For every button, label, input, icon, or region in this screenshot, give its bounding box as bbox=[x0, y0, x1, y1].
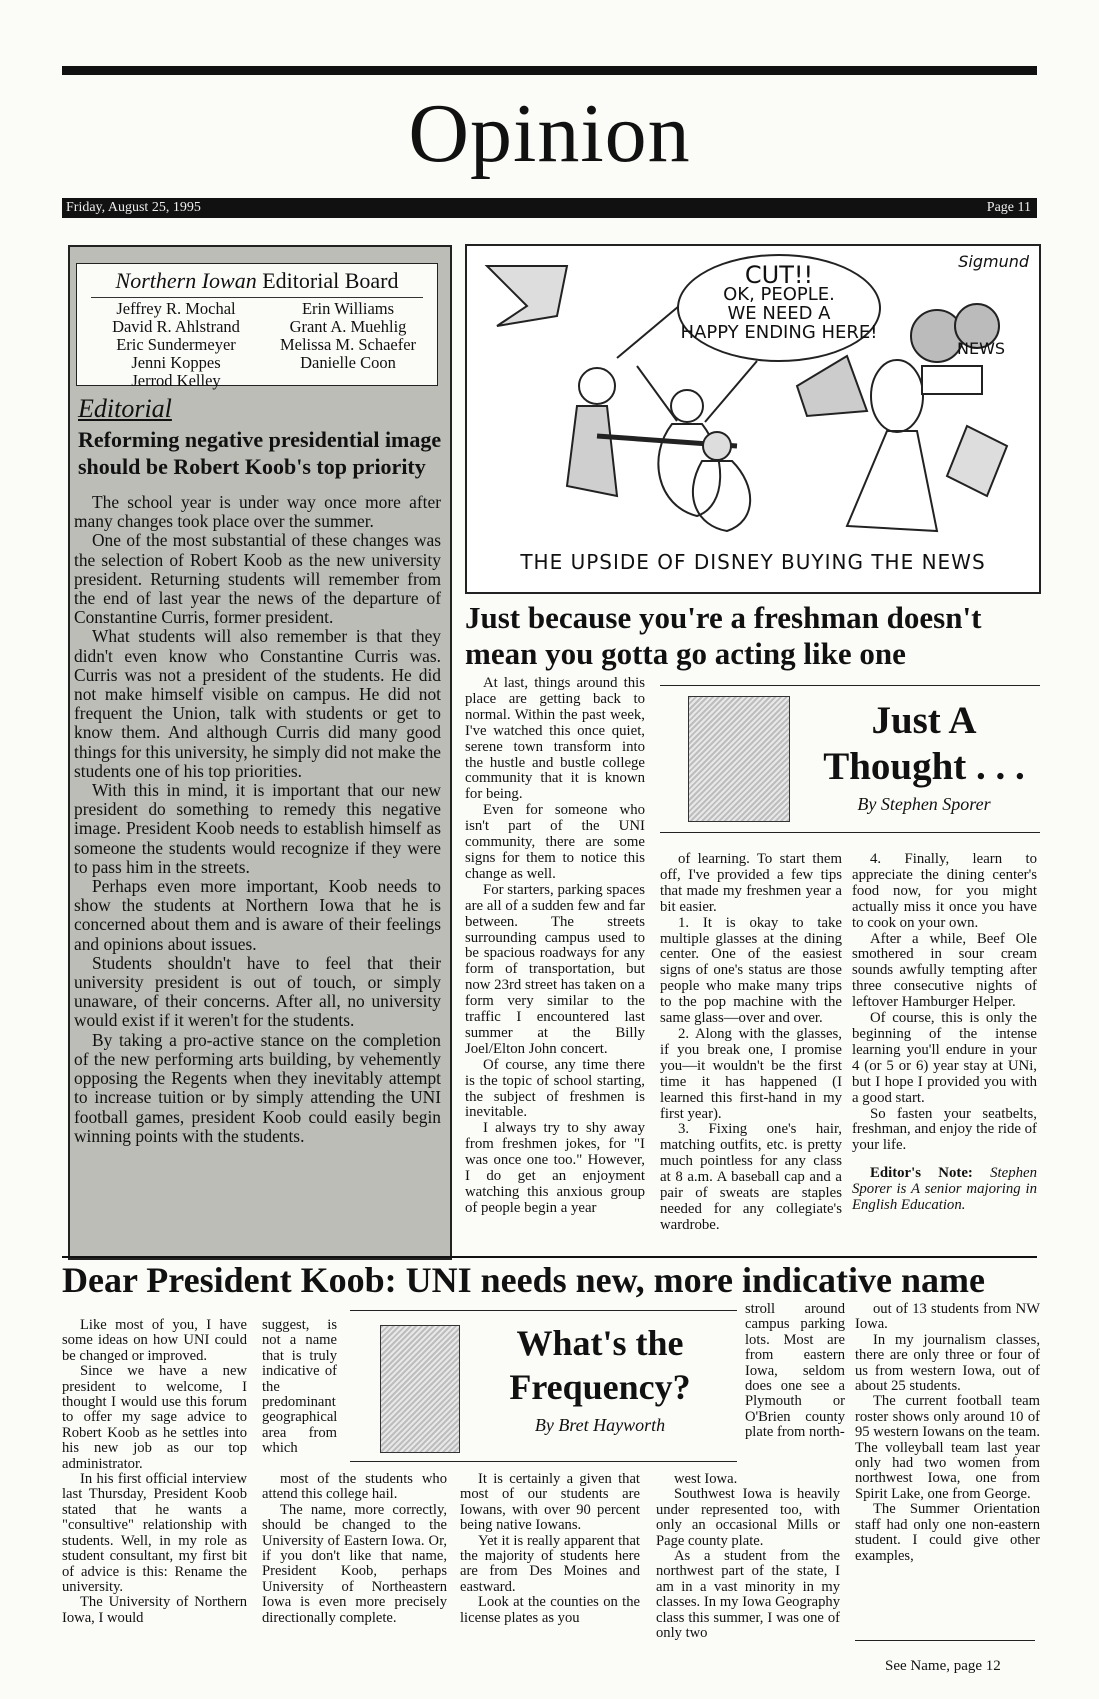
page-number: Page 11 bbox=[986, 200, 1031, 215]
paragraph: of learning. To start them off, I've provided a few tips that made my freshmen year a bit easier. bbox=[660, 851, 842, 915]
byline-hayworth: By Bret Hayworth bbox=[534, 1415, 666, 1435]
koob-column-4-bottom bbox=[656, 1472, 840, 1641]
column-title-just-a-thought: Just A Thought . . . bbox=[823, 699, 1025, 788]
news-sign-text: NEWS bbox=[957, 339, 1006, 358]
paragraph: In my journalism classes, there are only three or four of us from western Iowa, out of about 25 students. bbox=[855, 1331, 1040, 1395]
paragraph: Like most of you, I have some ideas on how UNI could be changed or improved. bbox=[62, 1317, 247, 1364]
koob-column-2-top: suggest, is not a name that is truly indicative of the predominant geographical area from which bbox=[262, 1317, 338, 1457]
board-member-name: Jenni Koppes bbox=[131, 353, 221, 372]
column-title-whats-the-frequency: What's the Frequency? bbox=[509, 1323, 691, 1407]
paragraph: The name, more correctly, should be changed to the University of Eastern Iowa. Or, if you don't like that name, President Koob, perhaps University of Northeastern Iowa is even more precisely directionally complete. bbox=[262, 1501, 447, 1626]
paragraph: Since we have a new president to welcome, I thought I would use this forum to offer my sage advice to Robert Koob as he settles into his new job as our top administrator. bbox=[62, 1363, 247, 1472]
editorial-board-title: Northern Iowan Editorial Board bbox=[91, 268, 423, 298]
paragraph: Southwest Iowa is heavily under represented too, with only an occasional Mills or Page county plate. bbox=[656, 1486, 840, 1549]
paragraph: It is certainly a given that most of our students are Iowans, with over 90 percent being native Iowans. bbox=[460, 1471, 640, 1534]
editorial-cartoon bbox=[465, 244, 1041, 594]
editorial-body bbox=[74, 493, 441, 1146]
jump-line: See Name, page 12 bbox=[885, 1658, 1001, 1674]
koob-headline: Dear President Koob: UNI needs new, more indicative name bbox=[62, 1260, 985, 1300]
paragraph: Perhaps even more important, Koob needs to show the students at Northern Iowa that he is concerned about them and is aware of their feelings and opinions about issues. bbox=[74, 876, 441, 954]
columnist-photo-hayworth bbox=[380, 1325, 460, 1453]
freshman-headline: Just because you're a freshman doesn't mean you gotta go acting like one bbox=[465, 600, 982, 671]
editorial-board-box bbox=[76, 263, 438, 390]
koob-column-3 bbox=[460, 1472, 640, 1626]
paragraph: most of the students who attend this college hail. bbox=[262, 1471, 447, 1503]
section-title: Opinion bbox=[408, 87, 691, 180]
paragraph: As a student from the northwest part of the state, I am in a vast minority in my classes. In my Iowa Geography class this summer, I was one of only two bbox=[656, 1548, 840, 1642]
paragraph: With this in mind, it is important that our new president do something to remedy this negative image. President Koob needs to establish himself as someone the students would recognize if they were to pass him in the streets. bbox=[74, 780, 441, 877]
paragraph: The school year is under way once more after many changes took place over the summer. bbox=[74, 492, 441, 532]
paragraph: Of course, this is only the beginning of the intense learning you'll endure in your 4 (or 5 or 6) year stay at UNi, but I hope I provided you with a good start. bbox=[852, 1010, 1037, 1106]
paragraph: The current football team roster shows only around 10 of 95 western Iowans on the team. The volleyball team last year only had two women from northwest Iowa, one from Spirit Lake, one from George. bbox=[855, 1393, 1040, 1502]
paragraph: Of course, any time there is the topic of school starting, the subject of freshmen is inevitable. bbox=[465, 1056, 645, 1121]
freshman-column-2 bbox=[660, 852, 842, 1234]
paragraph: What students will also remember is that they didn't even know who Constantine Curris was. Curris was not a president of the students. He did not make himself visible on campus. He did not frequent the Union, talk with students or get to know them. And although Curris did many good things for this university, he simply did not make the students one of his top priorities. bbox=[74, 626, 441, 781]
paragraph: 2. Along with the glasses, if you break one, I promise you—it wouldn't be the first time it has happened (I learned this first-hand in my first year). bbox=[660, 1025, 842, 1122]
paragraph: 3. Fixing one's hair, matching outfits, etc. is pretty much pointless for any class at 8 a.m. A baseball cap and a pair of sweats are staples needed for any collegiate's wardrobe. bbox=[660, 1121, 842, 1233]
paragraph: west Iowa. bbox=[674, 1471, 738, 1487]
paragraph: The Summer Orientation staff had only one non-eastern student. I could give other examples, bbox=[855, 1501, 1040, 1564]
board-names-right bbox=[263, 300, 433, 372]
masthead-top-rule bbox=[62, 66, 1037, 75]
paragraph: At last, things around this place are getting back to normal. Within the past week, I've watched this once quiet, serene town transform into the hustle and bustle college community that it is known for being. bbox=[465, 675, 645, 803]
freshman-column-1 bbox=[465, 676, 645, 1217]
koob-column-2-bottom bbox=[262, 1472, 447, 1626]
paragraph: 4. Finally, learn to appreciate the dining center's food now, for you might actually miss it once you have to cook on your own. bbox=[852, 851, 1037, 931]
paragraph: By taking a pro-active stance on the completion of the new performing arts building, by vehemently opposing the Regents when they inevitably attempt to increase tuition or by simply attending the UNI football games, president Koob could easily begin winning points with the students. bbox=[74, 1029, 441, 1146]
board-member-name: Jerrod Kelley bbox=[131, 371, 221, 390]
paragraph: Yet it is really apparent that the majority of students here are from Des Moines and eastward. bbox=[460, 1532, 640, 1595]
paragraph: In his first official interview last Thursday, President Koob stated that he wants a "consultive" relationship with students. Well, in my role as student consultant, my first bit of advice is this: Rename the university. bbox=[62, 1471, 247, 1595]
columnist-photo-sporer bbox=[688, 696, 790, 822]
issue-date: Friday, August 25, 1995 bbox=[66, 200, 201, 215]
dateline-bar bbox=[62, 198, 1037, 218]
koob-column-4-top: stroll around campus parking lots. Most are from eastern Iowa, seldom does one see a Plymouth or O'Brien county plate from north- bbox=[745, 1301, 845, 1441]
paragraph: Look at the counties on the license plates as you bbox=[460, 1594, 640, 1626]
paragraph: Students shouldn't have to feel that their university president is out of touch, or simply unaware, of their concerns. After all, no university would exist if it weren't for the students. bbox=[74, 952, 441, 1031]
board-member-name: Melissa M. Schaefer bbox=[279, 335, 417, 354]
paragraph: I always try to shy away from freshmen jokes, for "I was once one too." However, I do get an enjoyment watching this anxious group of people begin a year bbox=[465, 1120, 645, 1216]
board-member-name: Jeffrey R. Mochal bbox=[116, 299, 236, 318]
board-names-left bbox=[91, 300, 261, 390]
paragraph: The University of Northern Iowa, I would bbox=[62, 1594, 247, 1626]
paragraph: For starters, parking spaces are all of a sudden few and far between. The streets surrounding campus used to be spacious roadways for any form of transportation, but now 23rd street has taken on a form very similar to the traffic I encountered last summer at the Billy Joel/Elton John concert. bbox=[465, 881, 645, 1057]
koob-column-5 bbox=[855, 1302, 1040, 1564]
board-member-name: David R. Ahlstrand bbox=[112, 317, 240, 336]
paragraph: After a while, Beef Ole smothered in sour cream sounds awfully tempting after three consecutive nights of leftover Hamburger Helper. bbox=[852, 930, 1037, 1011]
editors-note: Editor's Note: Stephen Sporer is A senior majoring in English Education. bbox=[852, 1165, 1037, 1214]
cartoon-caption: THE UPSIDE OF DISNEY BUYING THE NEWS bbox=[520, 550, 986, 574]
byline-sporer: By Stephen Sporer bbox=[857, 794, 991, 814]
board-member-name: Eric Sundermeyer bbox=[116, 335, 236, 354]
paragraph: One of the most substantial of these changes was the selection of Robert Koob as the new university president. Returning students will remember from the end of last year the news of the departure of Constantine Curris, former president. bbox=[74, 530, 441, 628]
paragraph: Even for someone who isn't part of the UNI community, there are some signs for them to notice this change as well. bbox=[465, 802, 645, 882]
koob-column-1 bbox=[62, 1318, 247, 1626]
editorial-label: Editorial bbox=[78, 394, 172, 423]
editorial-headline: Reforming negative presidential image should be Robert Koob's top priority bbox=[78, 427, 442, 479]
paragraph: So fasten your seatbelts, freshman, and enjoy the ride of your life. bbox=[852, 1105, 1037, 1154]
freshman-column-3 bbox=[852, 852, 1037, 1214]
board-member-name: Grant A. Muehlig bbox=[289, 317, 407, 336]
paragraph: 1. It is okay to take multiple glasses at the dining center. One of the easiest signs of one's status are those people who make many trips to the pop machine with the same glass—over and over. bbox=[660, 914, 842, 1027]
jump-rule bbox=[855, 1640, 1035, 1641]
whats-the-frequency-header bbox=[350, 1310, 737, 1462]
board-member-name: Danielle Coon bbox=[300, 353, 396, 372]
just-a-thought-header bbox=[660, 685, 1040, 833]
paragraph: out of 13 students from NW Iowa. bbox=[855, 1301, 1040, 1333]
speech-bubble: CUT!! OK, PEOPLE. WE NEED A HAPPY ENDING HERE! bbox=[677, 254, 881, 362]
cartoonist-signature: Sigmund bbox=[958, 252, 1029, 271]
board-member-name: Erin Williams bbox=[301, 299, 395, 318]
